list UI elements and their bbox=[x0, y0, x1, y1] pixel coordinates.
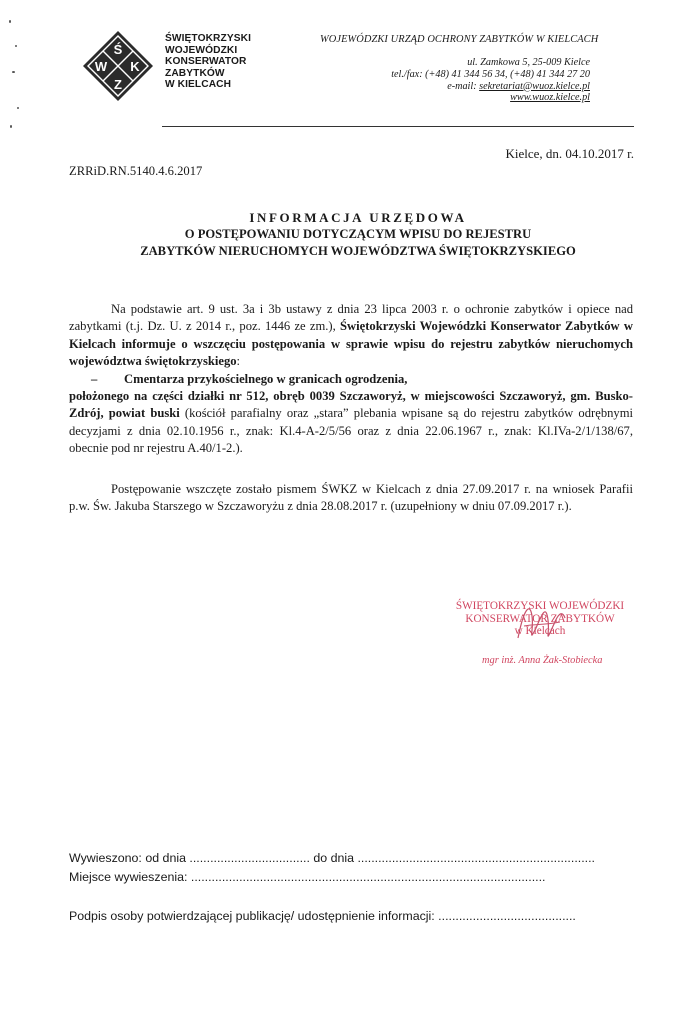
document-title bbox=[60, 209, 656, 260]
handwritten-signature bbox=[510, 598, 570, 650]
confirmation-signature-line: Podpis osoby potwierdzającej publikację/ udostępnienie informacji: ........................................ bbox=[69, 909, 576, 923]
office-email-line bbox=[300, 81, 590, 93]
logo-letter-right: K bbox=[130, 59, 140, 74]
office-name: WOJEWÓDZKI URZĄD OCHRONY ZABYTKÓW W KIELCACH bbox=[320, 34, 599, 45]
paragraph-colon: : bbox=[236, 354, 241, 369]
logo-letter-left: W bbox=[94, 59, 108, 74]
title-line-2: O POSTĘPOWANIU DOTYCZĄCYM WPISU DO REJESTRU bbox=[184, 227, 532, 241]
list-item-title: Cmentarza przykościelnego w granicach ogrodzenia, bbox=[124, 371, 408, 386]
website-link[interactable]: www.wuoz.kielce.pl bbox=[510, 92, 590, 104]
logo-caption-line: ŚWIĘTOKRZYSKI bbox=[165, 33, 252, 44]
signatory-name: mgr inż. Anna Żak-Stobiecka bbox=[482, 655, 603, 666]
paragraph-intro: Na podstawie art. 9 ust. 3a i 3b ustawy z dnia 23 lipca 2003 r. o ochronie zabytków i opiece nad zabytkami (t.j. Dz. U. z 2014 r., poz. 1446 ze zm.), bbox=[69, 302, 633, 334]
posted-from: Wywieszono: od dnia ................................... bbox=[69, 851, 310, 865]
place-date: Kielce, dn. 04.10.2017 r. bbox=[505, 146, 634, 161]
stamp-line-1: ŚWIĘTOKRZYSKI WOJEWÓDZKI bbox=[455, 600, 625, 612]
logo-caption bbox=[165, 33, 295, 91]
reference-number: ZRRiD.RN.5140.4.6.2017 bbox=[69, 164, 203, 178]
logo-caption-line: W KIELCACH bbox=[165, 79, 232, 91]
posted-to: do dnia ..................................................................... bbox=[309, 851, 595, 865]
logo-letter-top: Ś bbox=[113, 42, 123, 57]
scan-speck bbox=[9, 20, 11, 23]
header-divider bbox=[162, 126, 634, 127]
scan-speck bbox=[15, 45, 17, 47]
office-contact bbox=[300, 57, 590, 104]
body-paragraph-1 bbox=[69, 301, 633, 458]
posting-place-line: Miejsce wywieszenia: ....................................................................................................... bbox=[69, 870, 546, 884]
scan-speck bbox=[12, 71, 15, 73]
list-item-heading bbox=[69, 371, 633, 388]
body-paragraph-2: Postępowanie wszczęte zostało pismem ŚWKZ w Kielcach z dnia 27.09.2017 r. na wniosek Parafii p.w. Św. Jakuba Starszego w Szczaworyżu z dnia 28.08.2017 r. (uzupełniony w dniu 07.09.2017 r.). bbox=[69, 482, 633, 514]
paragraph-bold: Świętokrzyski Wojewódzki Konserwator Zabytków w Kielcach informuje o wszczęciu postępowania w sprawie wpisu do rejestru zabytków nieruchomych województwa świętokrzyskiego bbox=[69, 319, 633, 369]
email-label: e-mail: bbox=[447, 80, 480, 92]
list-item-location: położonego na części działki nr 512, obręb 0039 Szczaworyż, w miejscowości Szczaworyż, gm. Busko-Zdrój, powiat buski bbox=[69, 389, 633, 421]
title-line-3: ZABYTKÓW NIERUCHOMYCH WOJEWÓDZTWA ŚWIĘTOKRZYSKIEGO bbox=[140, 244, 576, 258]
office-address: ul. Zamkowa 5, 25-009 Kielce bbox=[467, 57, 590, 68]
logo-caption-line: ZABYTKÓW bbox=[165, 67, 225, 79]
stamp-line-3: w Kielcach bbox=[514, 625, 566, 637]
list-item-note: (kościół parafialny oraz „stara” plebania wpisane są do rejestru zabytków odrębnymi decyzjami z dnia 02.10.1956 r., znak: Kl.4-A-2/5/56 oraz z dnia 22.06.1967 r., znak: Kl.IVa-2/1/138/67, obecnie pod nr rejestru A.40/1-2.). bbox=[69, 406, 633, 456]
email-link[interactable]: sekretariat@wuoz.kielce.pl bbox=[479, 80, 590, 92]
dash-bullet: – bbox=[91, 371, 98, 386]
logo-caption-line: WOJEWÓDZKI bbox=[165, 44, 238, 56]
office-phone: tel./fax: (+48) 41 344 56 34, (+48) 41 344 27 20 bbox=[391, 68, 590, 80]
scan-speck bbox=[17, 107, 19, 109]
wkz-logo bbox=[82, 30, 154, 102]
title-line-1: INFORMACJA URZĘDOWA bbox=[249, 210, 467, 225]
scan-speck bbox=[10, 125, 12, 128]
list-item-details bbox=[69, 388, 633, 458]
posting-dates-line bbox=[69, 851, 595, 865]
logo-caption-line: KONSERWATOR bbox=[165, 56, 247, 68]
stamp-line-2: KONSERWATOR ZABYTKÓW bbox=[465, 612, 615, 625]
logo-letter-bottom: Z bbox=[114, 77, 122, 92]
